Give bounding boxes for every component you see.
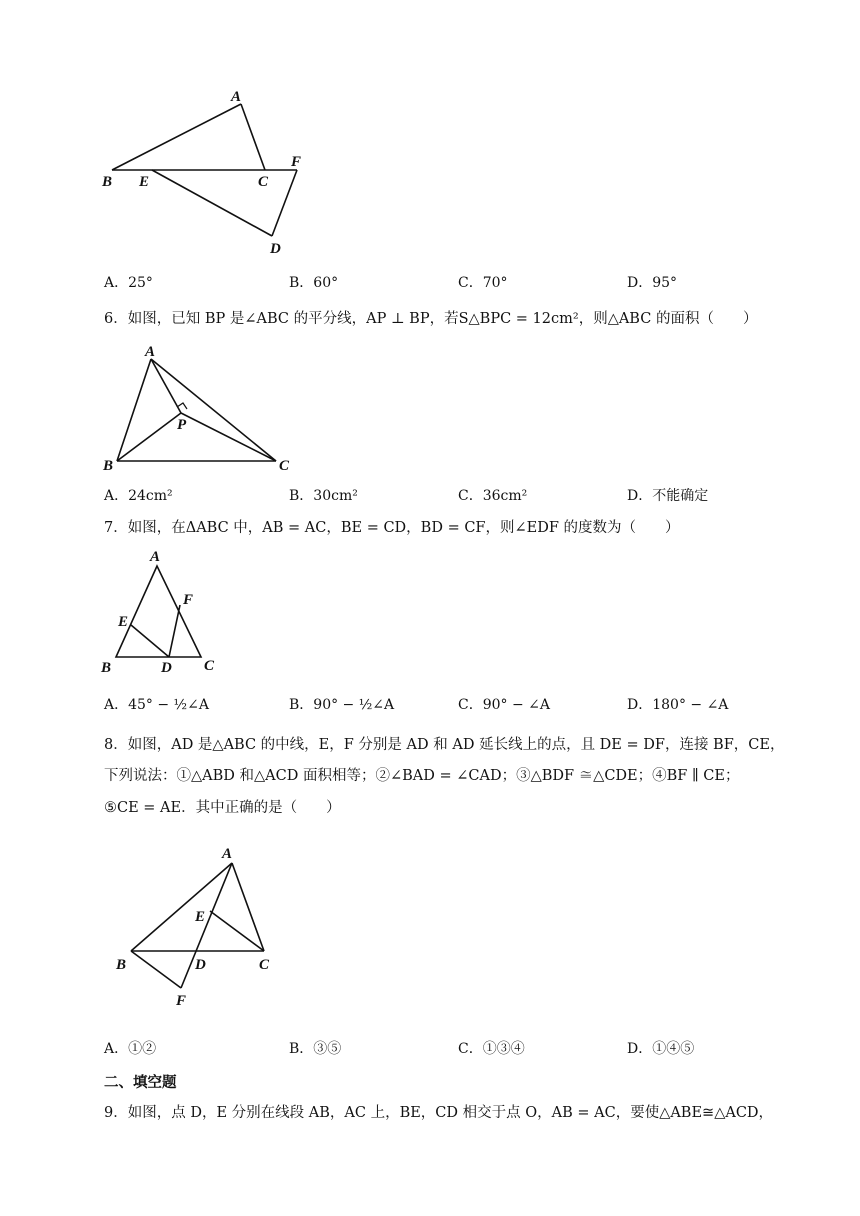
q6-option-d[interactable]: D．不能确定: [627, 488, 709, 504]
q5-option-b[interactable]: B．60°: [289, 275, 339, 291]
label-C: C: [258, 174, 269, 190]
label-F: F: [176, 993, 187, 1009]
label-A: A: [150, 549, 161, 565]
q5-option-c[interactable]: C．70°: [458, 275, 508, 291]
q8-option-a[interactable]: A．①②: [104, 1041, 157, 1057]
label-D: D: [195, 957, 206, 973]
label-B: B: [103, 458, 114, 474]
q7-stem: 7．如图，在ΔABC 中，AB = AC，BE = CD，BD = CF，则∠EDF 的度数为（ ）: [104, 520, 680, 536]
q9-stem: 9．如图，点 D，E 分别在线段 AB，AC 上，BE，CD 相交于点 O，AB = AC，要使△ABE≅△ACD，: [104, 1105, 774, 1121]
label-B: B: [101, 660, 112, 676]
label-E: E: [139, 174, 150, 190]
segment-AF: [181, 863, 232, 988]
label-C: C: [279, 458, 290, 474]
label-A: A: [145, 344, 156, 360]
q8-option-c[interactable]: C．①③④: [458, 1041, 525, 1057]
label-F: F: [183, 592, 194, 608]
q7-option-b[interactable]: B．90° − ½∠A: [289, 697, 395, 713]
q7-option-a[interactable]: A．45° − ½∠A: [104, 697, 209, 713]
q8-option-d[interactable]: D．①④⑤: [627, 1041, 695, 1057]
q8-stem-line1: 8．如图，AD 是△ABC 的中线，E，F 分别是 AD 和 AD 延长线上的点，且 DE = DF，连接 BF，CE，: [104, 737, 785, 753]
segment-BA: [131, 863, 232, 951]
label-P: P: [177, 417, 187, 433]
q7-option-c[interactable]: C．90° − ∠A: [458, 697, 550, 713]
label-E: E: [195, 909, 206, 925]
label-C: C: [204, 658, 215, 674]
label-B: B: [116, 957, 127, 973]
label-D: D: [270, 241, 281, 257]
q8-stem-line3: ⑤CE = AE．其中正确的是（ ）: [104, 800, 341, 816]
q8-stem-line2: 下列说法：①△ABD 和△ACD 面积相等；②∠BAD = ∠CAD；③△BDF ≅△CDE；④BF ∥ CE；: [104, 768, 740, 784]
segment-BF: [131, 951, 181, 988]
q6-stem: 6．如图，已知 BP 是∠ABC 的平分线，AP ⊥ BP，若S△BPC = 12cm²，则△ABC 的面积（ ）: [104, 311, 758, 327]
q6-option-c[interactable]: C．36cm²: [458, 488, 528, 504]
label-B: B: [102, 174, 113, 190]
q7-option-d[interactable]: D．180° − ∠A: [627, 697, 729, 713]
q8-option-b[interactable]: B．③⑤: [289, 1041, 342, 1057]
q6-option-b[interactable]: B．30cm²: [289, 488, 358, 504]
q6-option-a[interactable]: A．24cm²: [104, 488, 173, 504]
label-A: A: [222, 846, 233, 862]
section-heading: 二、填空题: [104, 1075, 177, 1091]
label-A: A: [231, 89, 242, 105]
label-C: C: [259, 957, 270, 973]
label-D: D: [161, 660, 172, 676]
segment-AC: [232, 863, 264, 951]
label-E: E: [118, 614, 129, 630]
label-F: F: [291, 154, 302, 170]
q5-option-d[interactable]: D．95°: [627, 275, 678, 291]
q5-option-a[interactable]: A．25°: [104, 275, 153, 291]
